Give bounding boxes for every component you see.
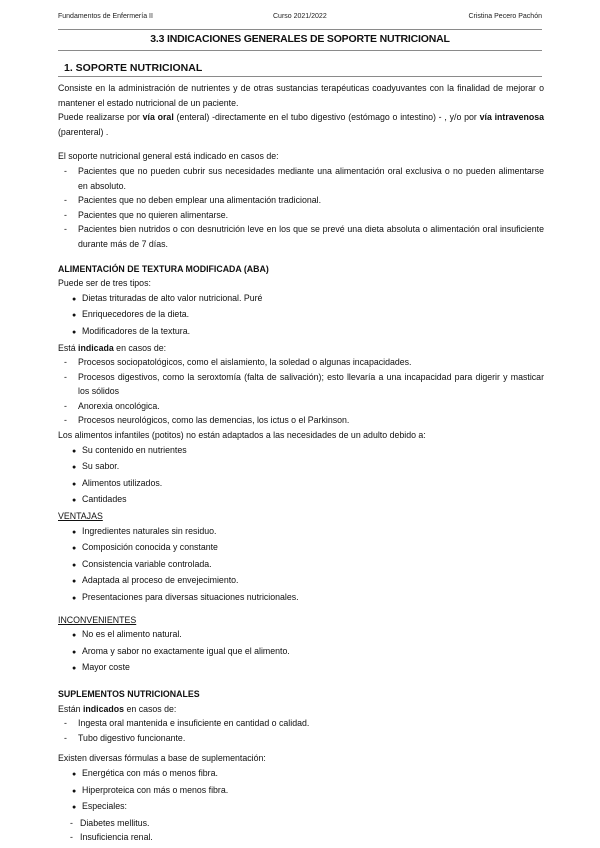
iv-route-term: vía intravenosa: [479, 112, 544, 123]
list-item: ● Modificadores de la textura.: [72, 325, 191, 336]
list-item-text: Diabetes mellitus.: [80, 817, 150, 828]
list-item-text: No es el alimento natural.: [82, 629, 182, 640]
list-item: ● Especiales:: [72, 801, 127, 812]
supplements-heading: SUPLEMENTOS NUTRICIONALES: [58, 688, 200, 699]
list-item-text: Pacientes bien nutridos o con desnutrición leve en los que se prevé una dieta absoluta o alimentación oral insuficiente durante más de 7 días.: [78, 224, 544, 249]
list-item: - Pacientes que no deben emplear una alimentación tradicional.: [64, 195, 322, 206]
list-item: - Anorexia oncológica.: [64, 400, 160, 411]
header-course: Curso 2021/2022: [273, 13, 327, 20]
list-item: ● Dietas trituradas de alto valor nutricional. Puré: [72, 292, 263, 303]
routes-text: Puede realizarse por: [58, 112, 143, 123]
document-body: [58, 81, 544, 845]
list-item: - Diabetes mellitus.: [70, 817, 150, 828]
list-item: ● Adaptada al proceso de envejecimiento.: [72, 575, 239, 586]
text: en casos de:: [124, 703, 177, 714]
list-item-text: Pacientes que no quieren alimentarse.: [78, 209, 229, 220]
indicated-term: indicada: [78, 342, 114, 353]
list-item: ● Cantidades: [72, 494, 127, 505]
spacer: [58, 252, 544, 262]
list-item-text: Tubo digestivo funcionante.: [78, 732, 186, 743]
page-title: 3.3 INDICACIONES GENERALES DE SOPORTE NUTRICIONAL: [150, 33, 450, 45]
list-item: - Tubo digestivo funcionante.: [64, 732, 186, 743]
spacer: [58, 677, 544, 687]
list-item-text: Ingesta oral mantenida e insuficiente en cantidad o calidad.: [78, 718, 310, 729]
list-item: - Pacientes que no quieren alimentarse.: [64, 209, 229, 220]
list-item: ● Enriquecedores de la dieta.: [72, 309, 190, 320]
aba-indications-intro: [58, 341, 544, 356]
list-item: ● Consistencia variable controlada.: [72, 558, 212, 569]
list-item: - Pacientes que no pueden cubrir sus necesidades mediante una alimentación oral exclusiva o no pueden alimentarse en absoluto.: [64, 165, 544, 191]
list-item: - Ingesta oral mantenida e insuficiente en cantidad o calidad.: [64, 718, 310, 729]
header-divider: [58, 29, 542, 30]
list-item-text: Procesos sociopatológicos, como el aislamiento, la soledad o algunas incapacidades.: [78, 357, 412, 368]
infant-food-intro: Los alimentos infantiles (potitos) no están adaptados a las necesidades de un adulto debido a:: [58, 430, 426, 441]
list-item: - Procesos sociopatológicos, como el aislamiento, la soledad o algunas incapacidades.: [64, 357, 412, 368]
header-subject: Fundamentos de Enfermería II: [58, 13, 153, 20]
text: en casos de:: [113, 342, 167, 353]
list-item: ● Su contenido en nutrientes: [72, 444, 187, 455]
list-item-text: Adaptada al proceso de envejecimiento.: [82, 575, 239, 586]
title-divider: [58, 50, 542, 51]
routes-text: (parenteral) .: [58, 126, 109, 137]
list-item: ● No es el alimento natural.: [72, 629, 182, 640]
routes-text: (enteral) -directamente en el tubo digestivo (estómago o intestino) - , y/o por: [173, 112, 480, 123]
list-item: ● Energética con más o menos fibra.: [72, 767, 218, 778]
list-item: ● Alimentos utilizados.: [72, 477, 163, 488]
list-item-text: Modificadores de la textura.: [82, 325, 191, 336]
header-author: Cristina Pecero Pachón: [468, 13, 542, 20]
spacer: [58, 139, 544, 149]
list-item: ● Ingredientes naturales sin residuo.: [72, 525, 217, 536]
list-item: - Procesos digestivos, como la seroxtomía (falta de salivación); esto llevaría a una incapacidad para digerir y masticar los sólidos: [64, 371, 544, 397]
list-item: - Insuficiencia renal.: [70, 832, 153, 843]
list-item-text: Su sabor.: [82, 461, 120, 472]
list-item: ● Su sabor.: [72, 461, 120, 472]
aba-heading: ALIMENTACIÓN DE TEXTURA MODIFICADA (ABA): [58, 263, 269, 274]
list-item: ● Presentaciones para diversas situaciones nutricionales.: [72, 592, 299, 602]
section-heading-soporte: 1. SOPORTE NUTRICIONAL: [64, 62, 203, 74]
list-item-text: Especiales:: [82, 801, 127, 812]
text: Están: [58, 703, 83, 714]
text: Está: [58, 342, 79, 353]
list-item-text: Procesos neurológicos, como las demencias, los ictus o el Parkinson.: [78, 415, 350, 426]
list-item-text: Anorexia oncológica.: [78, 400, 160, 411]
list-item-text: Energética con más o menos fibra.: [82, 767, 218, 778]
advantages-heading: VENTAJAS: [58, 511, 103, 522]
indicated-term: indicados: [82, 703, 125, 714]
list-item-text: Alimentos utilizados.: [82, 477, 163, 488]
definition-paragraph: Consiste en la administración de nutrientes y de otras sustancias terapéuticas coadyuvantes con la finalidad de mejorar o mantener el estado nutricional de un paciente.: [58, 83, 544, 108]
list-item-text: Pacientes que no pueden cubrir sus necesidades mediante una alimentación oral exclusiva o no pueden alimentarse en absoluto.: [78, 165, 544, 191]
supplements-indications-intro: [58, 702, 544, 717]
list-item-text: Mayor coste: [82, 662, 130, 673]
list-item-text: Cantidades: [82, 494, 127, 505]
list-item-text: Su contenido en nutrientes: [82, 444, 187, 455]
list-item: ● Aroma y sabor no exactamente igual que el alimento.: [72, 645, 290, 656]
routes-paragraph: [58, 110, 544, 139]
list-item-text: Aroma y sabor no exactamente igual que el alimento.: [82, 645, 290, 656]
list-item-text: Composición conocida y constante: [82, 542, 218, 553]
aba-types-intro: Puede ser de tres tipos:: [58, 278, 151, 289]
section-divider: [58, 76, 542, 77]
list-item: ● Composición conocida y constante: [72, 542, 218, 553]
list-item-text: Insuficiencia renal.: [80, 832, 153, 843]
list-item: ● Hiperproteica con más o menos fibra.: [72, 784, 229, 795]
list-item: ● Mayor coste: [72, 662, 130, 673]
indications-intro: El soporte nutricional general está indicado en casos de:: [58, 151, 279, 162]
formulas-intro: Existen diversas fórmulas a base de suplementación:: [58, 753, 266, 764]
list-item-text: Procesos digestivos, como la seroxtomía (falta de salivación); esto llevaría a una incapacidad para digerir y masticar los sólidos: [78, 371, 544, 397]
list-item-text: Presentaciones para diversas situaciones nutricionales.: [82, 592, 299, 602]
list-item-text: Pacientes que no deben emplear una alimentación tradicional.: [78, 195, 322, 206]
list-item-text: Hiperproteica con más o menos fibra.: [82, 784, 229, 795]
list-item-text: Consistencia variable controlada.: [82, 558, 212, 569]
list-item-text: Ingredientes naturales sin residuo.: [82, 525, 217, 536]
list-item-text: Dietas trituradas de alto valor nutricional. Puré: [82, 292, 263, 303]
disadvantages-heading: INCONVENIENTES: [58, 614, 137, 625]
page-header: [58, 13, 542, 25]
oral-route-term: vía oral: [142, 112, 174, 123]
list-item: - Pacientes bien nutridos o con desnutrición leve en los que se prevé una dieta absoluta o alimentación oral insuficiente durante más de 7 días.: [64, 224, 544, 249]
list-item: - Procesos neurológicos, como las demencias, los ictus o el Parkinson.: [64, 415, 350, 426]
list-item-text: Enriquecedores de la dieta.: [82, 309, 190, 320]
